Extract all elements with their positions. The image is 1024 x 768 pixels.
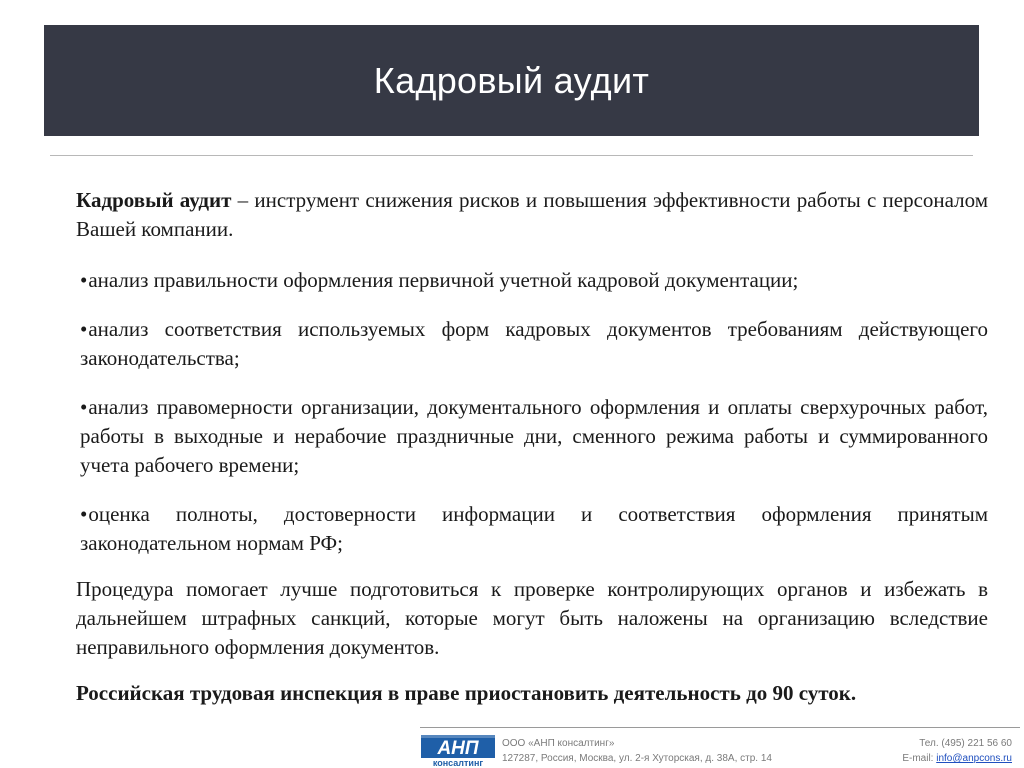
bullet-icon: • <box>80 395 88 419</box>
list-item <box>76 500 988 558</box>
email-label: E-mail: <box>902 753 937 764</box>
footer-divider <box>420 727 1020 728</box>
procedure-paragraph: Процедура помогает лучше подготовиться к проверке контролирующих органов и избежать в дальнейшем штрафных санкций, которые могут быть наложены на организацию вследствие неправильного оформления документов. <box>76 577 988 659</box>
email-link[interactable]: info@anpcons.ru <box>936 753 1012 764</box>
contact-info <box>902 736 1012 766</box>
bullet-icon: • <box>80 317 88 341</box>
logo-text: АНП <box>437 738 479 759</box>
intro-definition: – инструмент снижения рисков и повышения эффективности работы с персоналом Вашей компании. <box>76 188 989 241</box>
company-address: 127287, Россия, Москва, ул. 2-я Хуторская, д. 38А, стр. 14 <box>502 753 772 764</box>
title-banner <box>44 25 979 136</box>
intro-term: Кадровый аудит <box>76 188 232 212</box>
company-info <box>502 736 772 766</box>
list-item-text: анализ правомерности организации, документального оформления и оплаты сверхурочных работ, работы в выходные и нерабочие праздничные дни, сменного режима работы и суммированного учета рабочего времени; <box>80 395 988 477</box>
list-item-text: анализ соответствия используемых форм кадровых документов требованиям действующего законодательства; <box>80 317 988 370</box>
list-item-text: анализ правильности оформления первичной учетной кадровой документации; <box>88 268 799 292</box>
logo-subtext: консалтинг <box>432 758 484 767</box>
list-item <box>76 266 988 295</box>
title-divider <box>50 155 973 156</box>
slide-body <box>76 186 988 708</box>
list-item <box>76 393 988 480</box>
company-name: ООО «АНП консалтинг» <box>502 738 615 749</box>
warning-paragraph: Российская трудовая инспекция в праве приостановить деятельность до 90 суток. <box>76 681 857 705</box>
list-item <box>76 315 988 373</box>
email-line <box>902 751 1012 766</box>
intro-paragraph <box>76 186 988 244</box>
phone-number: Тел. (495) 221 56 60 <box>919 738 1012 749</box>
page-title: Кадровый аудит <box>373 59 650 101</box>
company-logo <box>421 735 495 767</box>
bullet-icon: • <box>80 268 88 292</box>
bullet-icon: • <box>80 502 88 526</box>
list-item-text: оценка полноты, достоверности информации и соответствия оформления принятым законодательном нормам РФ; <box>80 502 988 555</box>
